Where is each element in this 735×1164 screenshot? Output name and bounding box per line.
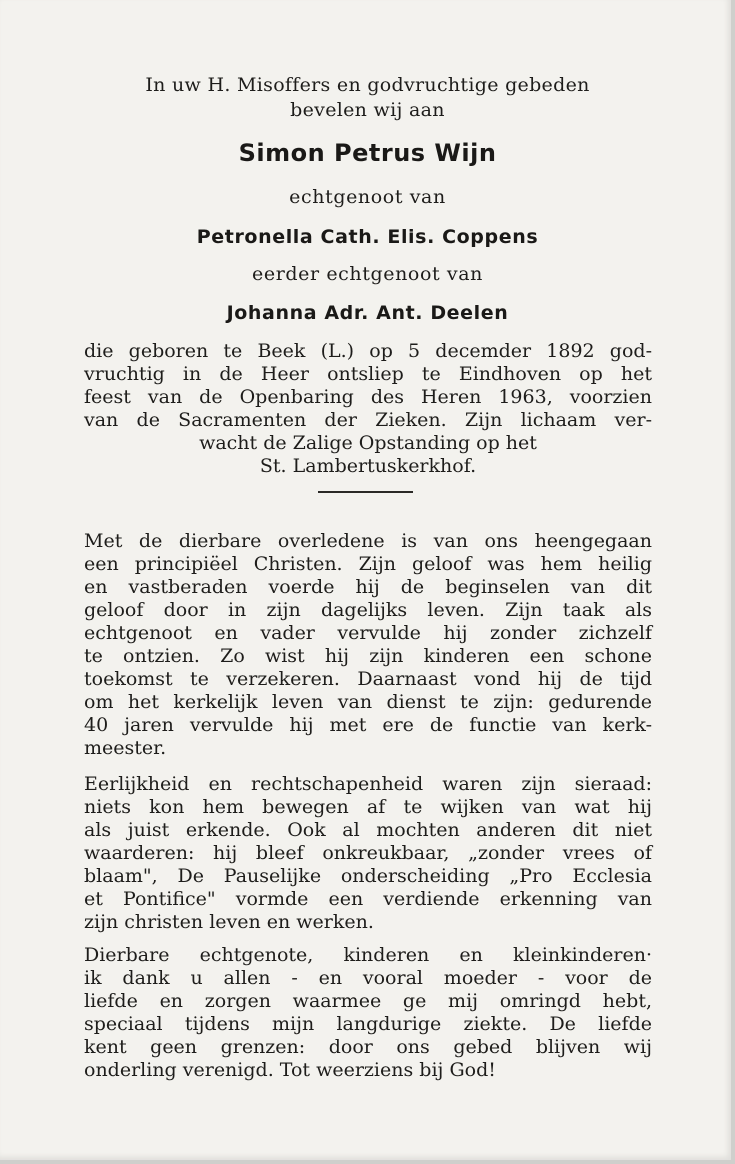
paragraph-line: 40 jaren vervulde hij met ere de functie van kerk-: [84, 714, 652, 736]
relation-1: echtgenoot van: [289, 186, 446, 208]
deceased-name: Simon Petrus Wijn: [238, 139, 497, 167]
paragraph-line: onderling verenigd. Tot weerziens bij God!: [84, 1059, 496, 1081]
paragraph-line: kent geen grenzen: door ons gebed blijven wij: [84, 1036, 652, 1058]
biography-line: vruchtig in de Heer ontsliep te Eindhoven op het: [84, 363, 652, 385]
biography-line: die geboren te Beek (L.) op 5 decemder 1892 god-: [84, 340, 652, 362]
paragraph-line: als juist erkende. Ook al mochten anderen dit niet: [84, 819, 652, 841]
paragraph-line: Eerlijkheid en rechtschapenheid waren zijn sieraad:: [84, 773, 652, 795]
paragraph-2: [84, 773, 652, 934]
paragraph-line: blaam", De Pauselijke onderscheiding „Pro Ecclesia: [84, 865, 652, 887]
paragraph-line: een principiëel Christen. Zijn geloof was hem heilig: [84, 553, 652, 575]
paragraph-line: en vastberaden voerde hij de beginselen van dit: [84, 576, 652, 598]
paragraph-line: liefde en zorgen waarmee ge mij omringd hebt,: [84, 990, 652, 1012]
biography-line: St. Lambertuskerkhof.: [259, 455, 477, 477]
intro-text: [90, 73, 645, 123]
paragraph-line: toekomst te verzekeren. Daarnaast vond hij de tijd: [84, 668, 652, 690]
paragraph-line: Dierbare echtgenote, kinderen en kleinkinderen·: [84, 944, 652, 966]
paragraph-line: niets kon hem bewegen af te wijken van wat hij: [84, 796, 652, 818]
spouse-1-name: Petronella Cath. Elis. Coppens: [196, 226, 539, 248]
intro-line-1: In uw H. Misoffers en godvruchtige gebeden: [145, 74, 590, 96]
paragraph-line: echtgenoot en vader vervulde hij zonder zichzelf: [84, 622, 652, 644]
paragraph-line: Met de dierbare overledene is van ons heengegaan: [84, 530, 652, 552]
biography: [84, 340, 652, 478]
paragraph-line: meester.: [84, 737, 167, 759]
paragraph-3: [84, 944, 652, 1082]
biography-line: wacht de Zalige Opstanding op het: [199, 432, 537, 454]
paragraph-line: geloof door in zijn dagelijks leven. Zijn taak als: [84, 599, 652, 621]
spouse-2-name: Johanna Adr. Ant. Deelen: [226, 302, 509, 324]
intro-line-2: bevelen wij aan: [290, 99, 445, 121]
biography-line: van de Sacramenten der Zieken. Zijn lichaam ver-: [84, 409, 652, 431]
paragraph-line: om het kerkelijk leven van dienst te zijn: gedurende: [84, 691, 652, 713]
paragraph-line: et Pontifice" vormde een verdiende erkenning van: [84, 888, 652, 910]
paragraph-line: ik dank u allen - en vooral moeder - voor de: [84, 967, 652, 989]
paragraph-line: te ontzien. Zo wist hij zijn kinderen een schone: [84, 645, 652, 667]
paragraph-1: [84, 530, 652, 760]
paragraph-line: waarderen: hij bleef onkreukbaar, „zonder vrees of: [84, 842, 652, 864]
biography-line: feest van de Openbaring des Heren 1963, voorzien: [84, 386, 652, 408]
paragraph-line: zijn christen leven en werken.: [84, 911, 374, 933]
divider-rule: [318, 491, 413, 493]
paragraph-line: speciaal tijdens mijn langdurige ziekte. De liefde: [84, 1013, 652, 1035]
relation-2: eerder echtgenoot van: [252, 263, 483, 285]
